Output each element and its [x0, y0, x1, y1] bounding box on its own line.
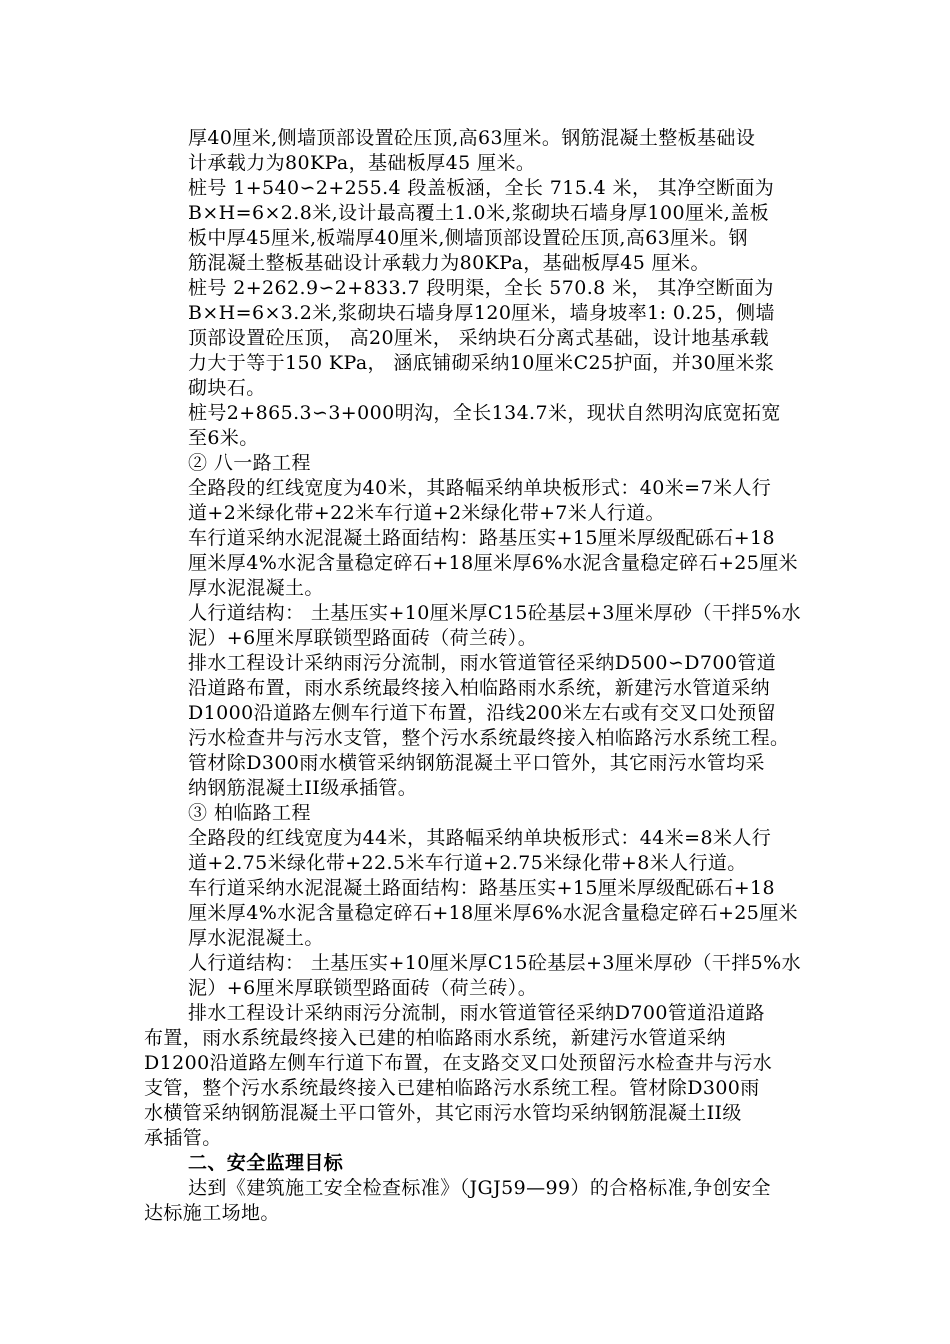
text-line: 厚水泥混凝土。: [188, 927, 324, 949]
text-line: 全路段的红线宽度为40米，其路幅采纳单块板形式：40米=7米人行: [188, 477, 772, 499]
text-line: 泥）+6厘米厚联锁型路面砖（荷兰砖）。: [188, 627, 538, 649]
text-line: 沿道路布置，雨水系统最终接入柏临路雨水系统，新建污水管道采纳: [188, 677, 771, 699]
text-line: 污水检查井与污水支管，整个污水系统最终接入柏临路污水系统工程。: [188, 727, 790, 749]
text-line: 厘米厚4%水泥含量稳定碎石+18厘米厚6%水泥含量稳定碎石+25厘米: [188, 902, 799, 924]
text-line: 管材除D300雨水横管采纳钢筋混凝土平口管外，其它雨污水管均采: [188, 752, 765, 774]
text-line: 达标施工场地。: [144, 1202, 280, 1224]
text-line: 道+2米绿化带+22米车行道+2米绿化带+7米人行道。: [188, 502, 665, 524]
text-line: 车行道采纳水泥混凝土路面结构：路基压实+15厘米厚级配砾石+18: [188, 877, 775, 899]
text-line: 人行道结构： 土基压实+10厘米厚C15砼基层+3厘米厚砂（干拌5%水: [188, 952, 802, 974]
text-line: 泥）+6厘米厚联锁型路面砖（荷兰砖）。: [188, 977, 538, 999]
text-line: D1000沿道路左侧车行道下布置，沿线200米左右或有交叉口处预留: [188, 702, 777, 724]
text-line: 顶部设置砼压顶， 高20厘米， 采纳块石分离式基础，设计地基承载: [188, 327, 770, 349]
text-line: 支管，整个污水系统最终接入已建柏临路污水系统工程。管材除D300雨: [144, 1077, 760, 1099]
section-heading: 二、安全监理目标: [188, 1152, 344, 1174]
text-line: B×H=6×2.8米,设计最高覆土1.0米,浆砌块石墙身厚100厘米,盖板: [188, 202, 769, 224]
text-line: 计承载力为80KPa，基础板厚45 厘米。: [188, 152, 536, 174]
text-line: 桩号2+865.3∽3+000明沟，全长134.7米，现状自然明沟底宽拓宽: [188, 402, 781, 424]
text-line: 至6米。: [188, 427, 259, 449]
text-line: 布置，雨水系统最终接入已建的柏临路雨水系统，新建污水管道采纳: [144, 1027, 727, 1049]
text-line: D1200沿道路左侧车行道下布置，在支路交叉口处预留污水检查井与污水: [144, 1052, 773, 1074]
text-line: 力大于等于150 KPa， 涵底铺砌采纳10厘米C25护面，并30厘米浆: [188, 352, 775, 374]
text-line: 道+2.75米绿化带+22.5米车行道+2.75米绿化带+8米人行道。: [188, 852, 747, 874]
text-line: 厚水泥混凝土。: [188, 577, 324, 599]
text-line: 桩号 1+540∽2+255.4 段盖板涵，全长 715.4 米， 其净空断面为: [188, 177, 775, 199]
text-line: 纳钢筋混凝土II级承插管。: [188, 777, 418, 799]
text-line: 桩号 2+262.9∽2+833.7 段明渠，全长 570.8 米， 其净空断面为: [188, 277, 774, 299]
section-heading: ② 八一路工程: [188, 452, 311, 474]
text-line: 人行道结构： 土基压实+10厘米厚C15砼基层+3厘米厚砂（干拌5%水: [188, 602, 802, 624]
text-line: 承插管。: [144, 1127, 222, 1149]
text-line: 板中厚45厘米,板端厚40厘米,侧墙顶部设置砼压顶,高63厘米。钢: [188, 227, 748, 249]
text-line: 筋混凝土整板基础设计承载力为80KPa，基础板厚45 厘米。: [188, 252, 710, 274]
text-line: 厘米厚4%水泥含量稳定碎石+18厘米厚6%水泥含量稳定碎石+25厘米: [188, 552, 799, 574]
text-line: 砌块石。: [188, 377, 266, 399]
section-heading: ③ 柏临路工程: [188, 802, 311, 824]
text-line: 厚40厘米,侧墙顶部设置砼压顶,高63厘米。钢筋混凝土整板基础设: [188, 127, 756, 149]
text-line: 全路段的红线宽度为44米，其路幅采纳单块板形式：44米=8米人行: [188, 827, 772, 849]
text-line: 达到《建筑施工安全检查标准》（JGJ59—99）的合格标准,争创安全: [188, 1177, 771, 1199]
text-line: 水横管采纳钢筋混凝土平口管外，其它雨污水管均采纳钢筋混凝土II级: [144, 1102, 742, 1124]
text-line: 排水工程设计采纳雨污分流制，雨水管道管径采纳D500∽D700管道: [188, 652, 777, 674]
text-line: 排水工程设计采纳雨污分流制，雨水管道管径采纳D700管道沿道路: [188, 1002, 765, 1024]
text-line: 车行道采纳水泥混凝土路面结构：路基压实+15厘米厚级配砾石+18: [188, 527, 775, 549]
text-line: B×H=6×3.2米,浆砌块石墙身厚120厘米，墙身坡率1: 0.25，侧墙: [188, 302, 775, 324]
